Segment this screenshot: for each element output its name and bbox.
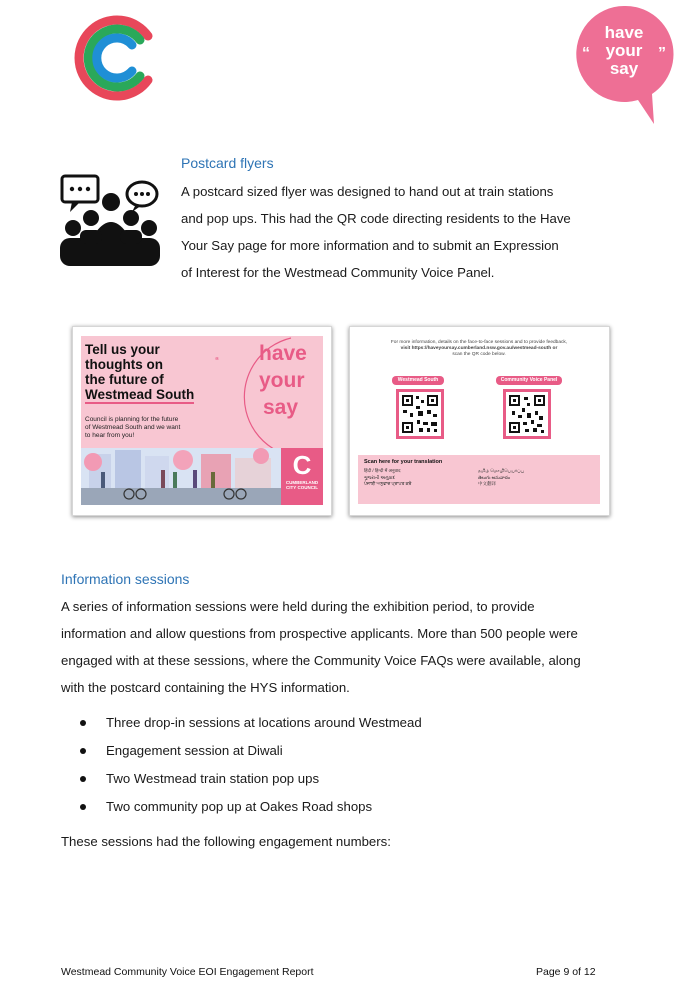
paragraph-line: information and allow questions from prospective applicants. More than 500 people were [61,626,578,641]
list-item: Engagement session at Diwali [61,741,621,769]
postcard-subtext-line: to hear from you! [85,432,135,439]
back-intro-line: visit https://haveyoursay.cumberland.nsw.gov.au/westmead-south or [400,346,558,351]
qr-code-community-voice-panel [503,389,551,439]
back-intro-line: For more information, details on the face-to-face sessions and to provide feedback, [390,340,568,345]
translation-line: ਪੰਜਾਬੀ ਅਨੁਵਾਦ ਪ੍ਰਾਪਤ ਕਰੋ [364,481,412,486]
quote-mark-icon: “ [215,356,219,365]
postcard-brand-line: have [259,342,307,365]
council-name-line: CITY COUNCIL [286,485,318,490]
postcard-headline-line: Tell us your [85,342,160,357]
information-sessions-paragraph [61,593,641,701]
translation-line: हिंदी / हिन्दी में अनुवाद [364,468,401,473]
sessions-bullet-list [61,713,621,825]
postcard-subtext-line: Council is planning for the future [85,416,179,423]
translation-line: தமிழ் மொழிபெயர்ப்பு [478,468,524,473]
postcard-headline-line: Westmead South [85,387,195,402]
paragraph-line: Your Say page for more information and to submit an Expression [181,238,559,253]
postcard-subtext-line: of Westmead South and we want [85,424,181,431]
qr-label-community-voice-panel: Community Voice Panel [496,376,562,385]
postcard-back-image [349,326,610,516]
paragraph-line: engaged with at these sessions, where the Community Voice FAQs were available, along [61,653,581,668]
footer-page-number: Page 9 of 12 [536,966,596,978]
translation-line: ગુજરાતી અનુવાદ [364,474,396,480]
postcard-brand-line: say [263,396,299,419]
footer-report-title: Westmead Community Voice EOI Engagement Report [61,966,314,978]
street-scene-illustration [81,448,281,505]
paragraph-line: A series of information sessions were held during the exhibition period, to provide [61,599,535,614]
postcard-headline-line: the future of [85,372,164,387]
translation-line: 中文翻译 [478,481,496,486]
postcard-flyers-paragraph [181,178,641,286]
translation-line: తెలుగు అనువాదం [478,474,511,480]
paragraph-line: with the postcard containing the HYS information. [61,680,350,695]
postcard-flyers-heading: Postcard flyers [181,155,274,171]
engagement-numbers-intro: These sessions had the following engagement numbers: [61,834,391,849]
paragraph-line: of Interest for the Westmead Community Voice Panel. [181,265,495,280]
list-item: Three drop-in sessions at locations around Westmead [61,713,621,741]
hys-logo-line1: have [604,23,644,42]
translation-strip [358,455,600,504]
postcard-headline-line: thoughts on [85,357,163,372]
council-logo [66,6,162,106]
paragraph-line: A postcard sized flyer was designed to hand out at train stations [181,184,554,199]
qr-code-westmead-south [396,389,444,439]
community-discussion-icon [56,172,164,270]
list-item: Two Westmead train station pop ups [61,769,621,797]
postcard-front-image [72,326,332,516]
svg-text:“: “ [582,45,590,62]
cumberland-c-logo-icon [66,6,162,106]
paragraph-line: and pop ups. This had the QR code directing residents to the Have [181,211,571,226]
hys-logo-line2: your [605,41,643,60]
list-item: Two community pop up at Oakes Road shops [61,797,621,825]
have-your-say-logo [574,4,674,128]
qr-label-westmead-south: Westmead South [392,376,444,385]
translation-heading: Scan here for your translation [364,459,443,465]
information-sessions-heading: Information sessions [61,571,190,587]
council-c-icon: C [292,450,312,480]
hys-logo-line3: say [609,59,639,78]
council-badge [281,448,323,505]
postcard-brand-line: your [259,369,305,392]
council-name-line: CUMBERLAND [285,480,319,485]
svg-text:”: ” [658,45,666,62]
back-intro-line: scan the QR code below. [452,352,506,357]
